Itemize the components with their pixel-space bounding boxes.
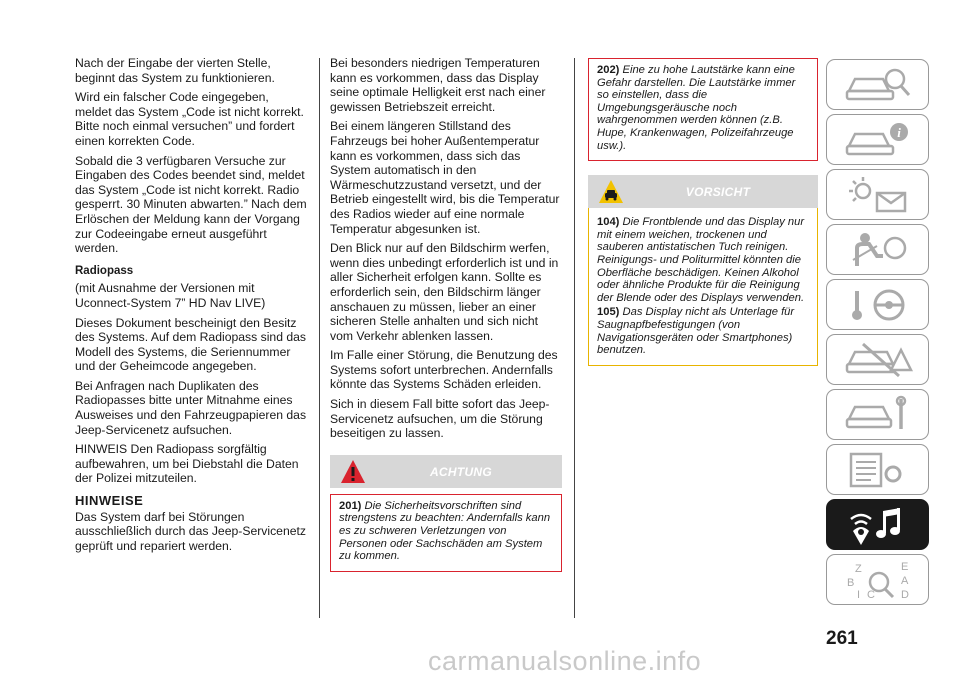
paragraph: HINWEIS Den Radiopass sorgfältig aufbewahren, um bei Diebstahl die Daten der Polizei mitzuteilen. <box>75 442 299 486</box>
tab-starting[interactable] <box>826 279 929 330</box>
text-column-left <box>75 56 307 558</box>
section-heading-hinweise: HINWEISE <box>75 493 144 509</box>
lights-envelope-icon <box>843 175 915 215</box>
achtung-banner <box>330 455 562 488</box>
index-letter: A <box>901 575 909 587</box>
warning-number: 202) <box>597 64 620 76</box>
tab-multimedia[interactable] <box>826 499 929 550</box>
paragraph: Bei einem längeren Stillstand des Fahrzeugs bei hoher Außentemperatur kann es vorkommen, dass sich das System automatisch in den Wärmeschutzzustand versetzt, und der Betrieb eingestellt wird, bis die Temperatur des Radios wieder auf eine normale Temperatur abgesunken ist. <box>330 119 560 236</box>
warning-box-202 <box>588 58 818 161</box>
caution-text: Die Frontblende und das Display nur mit einem weichen, trockenen und sauberen antistatischen Tuch reinigen. Reinigungs- und Politurmittel könnten die Oberfläche beschädigen. Keinen Alkohol oder ähnliche Produkte für die Reinigung der Blende oder des Displays verwenden. <box>597 216 805 304</box>
achtung-title: ACHTUNG <box>429 464 493 479</box>
caution-text: Das Display nicht als Unterlage für Saugnapfbefestigungen (von Navigationsgeräten oder Smartphones) benutzen. <box>597 306 795 357</box>
tab-technical-data[interactable] <box>826 444 929 495</box>
text-column-middle <box>330 56 562 572</box>
index-letter: I <box>857 589 861 600</box>
airbag-seat-icon <box>843 230 915 270</box>
text-column-right <box>588 56 818 366</box>
tab-emergency[interactable] <box>826 334 929 385</box>
car-warning-icon <box>843 340 915 380</box>
vorsicht-banner <box>588 175 818 208</box>
paragraph: Nach der Eingabe der vierten Stelle, beginnt das System zu funktionieren. <box>75 56 275 85</box>
watermark: carmanualsonline.info <box>428 646 702 676</box>
index-letter: C <box>867 589 875 600</box>
section-heading-radiopass: Radiopass <box>75 264 134 277</box>
paragraph: Das System darf bei Störungen ausschließlich durch das Jeep-Servicenetz geprüft und repariert werden. <box>75 509 306 553</box>
warning-number: 201) <box>339 499 362 512</box>
paragraph: Bei besonders niedrigen Temperaturen kann es vorkommen, dass das Display seine optimale Helligkeit erst nach einer gewissen Betriebszeit erreicht. <box>330 56 546 114</box>
warning-text: Die Sicherheitsvorschriften sind strengstens zu beachten: Andernfalls kann es zu schweren Verletzungen von Personen oder Sachschäden am System zu kommen. <box>339 499 551 563</box>
caution-box <box>588 208 818 366</box>
paragraph: Bei Anfragen nach Duplikaten des Radiopasses bitte unter Mitnahme eines Ausweises und den Fahrzeugpapieren das Jeep-Servicenetz aufsuchen. <box>75 378 307 437</box>
paragraph: Sich in diesem Fall bitte sofort das Jeep-Servicenetz aufsuchen, um die Störung beseitigen zu lassen. <box>330 397 550 441</box>
tab-car-search[interactable] <box>826 59 929 110</box>
svg-text:i: i <box>897 125 901 140</box>
car-search-icon <box>843 65 915 105</box>
vorsicht-title: VORSICHT <box>685 185 751 200</box>
index-letters-icon <box>843 560 915 600</box>
car-wrench-icon <box>843 395 915 435</box>
key-steering-icon <box>843 285 915 325</box>
paragraph: (mit Ausnahme der Versionen mit Uconnect-System 7” HD Nav LIVE) <box>75 281 266 310</box>
index-letter: D <box>901 589 909 600</box>
caution-number: 104) <box>597 216 620 229</box>
tab-maintenance[interactable] <box>826 389 929 440</box>
paragraph: Den Blick nur auf den Bildschirm werfen, wenn dies unbedingt erforderlich ist und in aller Sicherheit erfolgen kann. Sollte es erforderlich sein, den Bildschirm länger anschauen zu müssen, lieber an einer sicheren Stelle anhalten und sich nicht vom Verkehr ablenken lassen. <box>330 241 559 343</box>
column-divider <box>574 58 575 618</box>
index-letter: Z <box>855 563 862 575</box>
paragraph: Im Falle einer Störung, die Benutzung des Systems sofort unterbrechen. Andernfalls könnte das Systems Schäden erleiden. <box>330 348 558 392</box>
tab-car-info[interactable] <box>826 114 929 165</box>
chapter-tabs <box>826 59 929 609</box>
index-letter: B <box>847 577 855 589</box>
paragraph: Dieses Dokument bescheinigt den Besitz des Systems. Auf dem Radiopass sind das Modell des Systems, die Seriennummer und der Geheimcode angegeben. <box>75 315 307 374</box>
page-number: 261 <box>826 628 858 649</box>
tab-index[interactable] <box>826 554 929 605</box>
column-divider <box>319 58 320 618</box>
index-letter: E <box>901 561 909 573</box>
caution-number: 105) <box>597 306 620 319</box>
warning-box-201 <box>330 494 562 572</box>
paragraph: Wird ein falscher Code eingegeben, meldet das System „Code ist nicht korrekt. Bitte noch einmal versuchen” und fordert einen korrekten Code. <box>75 90 304 148</box>
paragraph: Sobald die 3 verfügbaren Versuche zur Eingaben des Codes beendet sind, meldet das System „Code ist nicht korrekt. Radio gesperrt. 30 Minuten abwarten.” Nach dem Erlöschen der Meldung kann der Vorgang zur Codeeingabe erneut ausgeführt werden. <box>75 153 307 256</box>
tab-safety[interactable] <box>826 224 929 275</box>
spec-list-icon <box>843 450 915 490</box>
warning-text: Eine zu hohe Lautstärke kann eine Gefahr darstellen. Die Lautstärke immer so einstellen, dass die Umgebungsgeräusche noch wahrgenommen werden können (z.B. Hupe, Krankenwagen, Polizeifahrzeuge usw.). <box>597 64 796 152</box>
tab-lights[interactable] <box>826 169 929 220</box>
multimedia-icon <box>843 505 915 545</box>
car-info-icon <box>843 120 915 160</box>
